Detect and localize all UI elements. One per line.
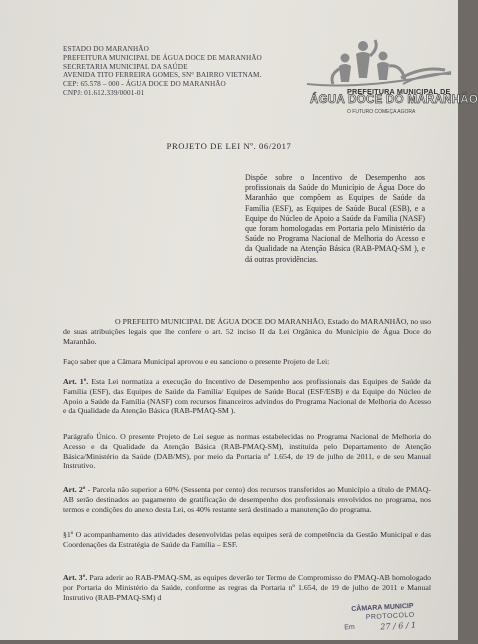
article-3-text: Para aderir ao RAB-PMAQ-SM, as equipes deverão ter Termo de Compromisso do PMAQ-AB homologado por Portaria do Ministério da Saúde, conforme as regras da Portaria nº 1.654, de 19 de julho de 2011 e Manual Instrutivo (RAB-PMAQ-SM) d [63, 573, 431, 602]
intro-text: O PREFEITO MUNICIPAL DE ÁGUA DOCE DO MARANHÃO, Estado do MARANHÃO, no uso de suas atribuições legais que lhe confere o art. 52 inciso II da Lei Orgânica do Município de Água Doce do Maranhão. [63, 317, 431, 346]
letterhead [63, 45, 262, 98]
logo-slogan: O FUTURO COMEÇA AGORA [347, 109, 416, 115]
stamp-line-3: Em [344, 623, 355, 632]
article-3-label: Art. 3º. [63, 573, 88, 582]
paragrafo-unico: Parágrafo Único. O presente Projeto de Lei segue as normas estabelecidas no Programa Nacional de Melhoria do Acesso e da Qualidade da Atenção Básica (RAB-PMAQ-SM), instituída pelo Departamento de Atenção Básica/Ministério da Saúde (DAB/MS), por meio da Portaria nº 1.654, de 19 de julho de 2011, e de seu Manual Instrutivo. [63, 432, 431, 471]
article-3 [63, 573, 431, 602]
protocol-stamp [321, 600, 459, 643]
stamp-handwritten-date: 27 / 6 / 1 [380, 620, 417, 632]
decree-sentence: Faço saber que a Câmara Municipal aprovou e eu sanciono o presente Projeto de Lei: [63, 357, 330, 366]
letterhead-line: AVENIDA TITO FERREIRA GOMES, SN° BAIRRO VIETNAM. [63, 71, 262, 80]
logo-city-text: ÁGUA DOCE DO MARANHÃO [310, 94, 478, 106]
article-1 [63, 377, 431, 416]
article-2-label: Art. 2º [63, 485, 86, 494]
stamp-line-1: CÂMARA MUNICIP [351, 602, 414, 614]
article-1-label: Art. 1º. [63, 377, 89, 386]
article-2 [63, 485, 431, 514]
prefeitura-logo [305, 36, 478, 132]
paragraph-1: §1º O acompanhamento das atividades desenvolvidas pelas equipes será de competência da Gestão Municipal e das Coordenações da Estratégia de Saúde da Família – ESF. [63, 530, 431, 549]
letterhead-line: ESTADO DO MARANHÃO [63, 45, 149, 53]
intro-paragraph [63, 317, 431, 346]
article-1-text: Esta Lei normatiza a execução do Incentivo de Desempenho aos profissionais das Equipes de Saúde da Família (ESF), das Equipes de Saúde da Família/ Equipes de Saúde Bucal (ESF/ESB) e da Equipe do Núcleo de Apoio a Saúde da Família (NASF) com recursos financeiros advindos do Programa Nacional de Melhoria do Acesso e da Qualidade da Atenção Básica (RAB-PMAQ-SM ). [63, 377, 431, 416]
letterhead-line: CEP: 65.578 – 000 - ÁGUA DOCE DO MARANHÃO [63, 80, 226, 89]
letterhead-line: CNPJ: 01.612.339/0001-01 [63, 88, 145, 97]
stamp-line-2: PROTOCOLO [365, 611, 415, 622]
letterhead-line: SECRETARIA MUNICIPAL DA SAÚDE [63, 62, 188, 71]
document-title: PROJETO DE LEI Nº. 06/2017 [166, 141, 292, 151]
letterhead-line: PREFEITURA MUNICIPAL DE ÁGUA DOCE DE MARANHÃO [63, 53, 262, 62]
ementa: Dispõe sobre o Incentivo de Desempenho aos profissionais da Saúde do Município de Água Doce do Maranhão que compõem as Equipes de Saúde da Família (ESF), as Equipes de Saúde Bucal (ESB), e a Equipe do Núcleo de Apoio a Saúde da Família (NASF) que foram homologadas em Portaria pelo Ministério da Saúde no Programa Nacional de Melhoria do Acesso e da Qualidade na Atenção Básica (RAB-PMAQ-SM ), e dá outras providências. [245, 173, 425, 264]
article-2-text: - Parcela não superior a 60% (Sessenta por cento) dos recursos transferidos ao Município a título de PMAQ-AB serão destinados ao pagamento de gratificação de desempenho dos profissionais envolvidos no programa, nos termos e condições do anexo desta Lei, os 40% restante será destinado a manutenção do programa. [63, 485, 431, 514]
logo-prefeitura-text: PREFEITURA MUNICIPAL DE [347, 87, 451, 96]
